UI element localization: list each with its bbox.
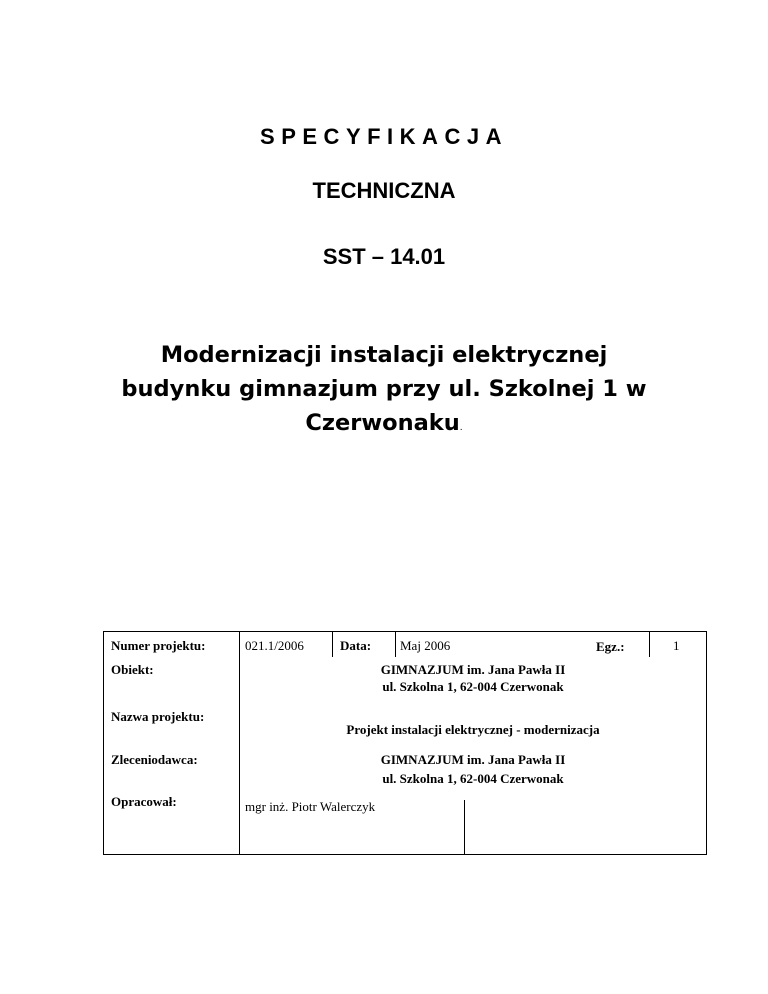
nazwa-projektu-label: Nazwa projektu: (111, 709, 205, 724)
subject-line-1: Modernizacji instalacji elektrycznej (160, 342, 608, 368)
obiekt-value-line2: ul. Szkolna 1, 62-004 Czerwonak (382, 679, 564, 694)
subject-trailing-dot: . (459, 423, 463, 433)
subject-line-3-text: Czerwonaku (305, 410, 460, 436)
specification-code: SST – 14.01 (322, 244, 446, 269)
project-info-table (103, 631, 707, 855)
obiekt-label: Obiekt: (111, 662, 154, 677)
obiekt-value-line1: GIMNAZJUM im. Jana Pawła II (380, 662, 566, 677)
egz-value: 1 (673, 638, 680, 653)
row1-divider-3 (649, 631, 650, 657)
nazwa-projektu-value: Projekt instalacji elektrycznej - modernizacja (346, 722, 600, 737)
table-border-left (103, 631, 104, 855)
zleceniodawca-label: Zleceniodawca: (111, 752, 198, 767)
opracowal-label: Opracował: (111, 794, 177, 809)
table-border-bottom (103, 854, 707, 855)
egz-label: Egz.: (596, 639, 625, 654)
row1-divider-1 (332, 631, 333, 657)
numer-projektu-value: 021.1/2006 (245, 638, 304, 653)
zleceniodawca-value-line2: ul. Szkolna 1, 62-004 Czerwonak (382, 771, 564, 786)
project-subject (40, 338, 728, 445)
subject-line-3 (40, 406, 728, 445)
data-label: Data: (340, 638, 372, 653)
table-border-top (103, 631, 707, 632)
data-value: Maj 2006 (400, 638, 451, 653)
table-border-right (706, 631, 707, 855)
subject-line-2: budynku gimnazjum przy ul. Szkolnej 1 w (121, 376, 647, 402)
zleceniodawca-value-line1: GIMNAZJUM im. Jana Pawła II (380, 752, 566, 767)
document-title: SPECYFIKACJA (260, 124, 508, 149)
opracowal-value: mgr inż. Piotr Walerczyk (245, 799, 376, 814)
numer-projektu-label: Numer projektu: (111, 638, 206, 653)
row1-divider-2 (395, 631, 396, 657)
row5-divider (464, 800, 465, 855)
document-title-line2: TECHNICZNA (312, 178, 456, 203)
